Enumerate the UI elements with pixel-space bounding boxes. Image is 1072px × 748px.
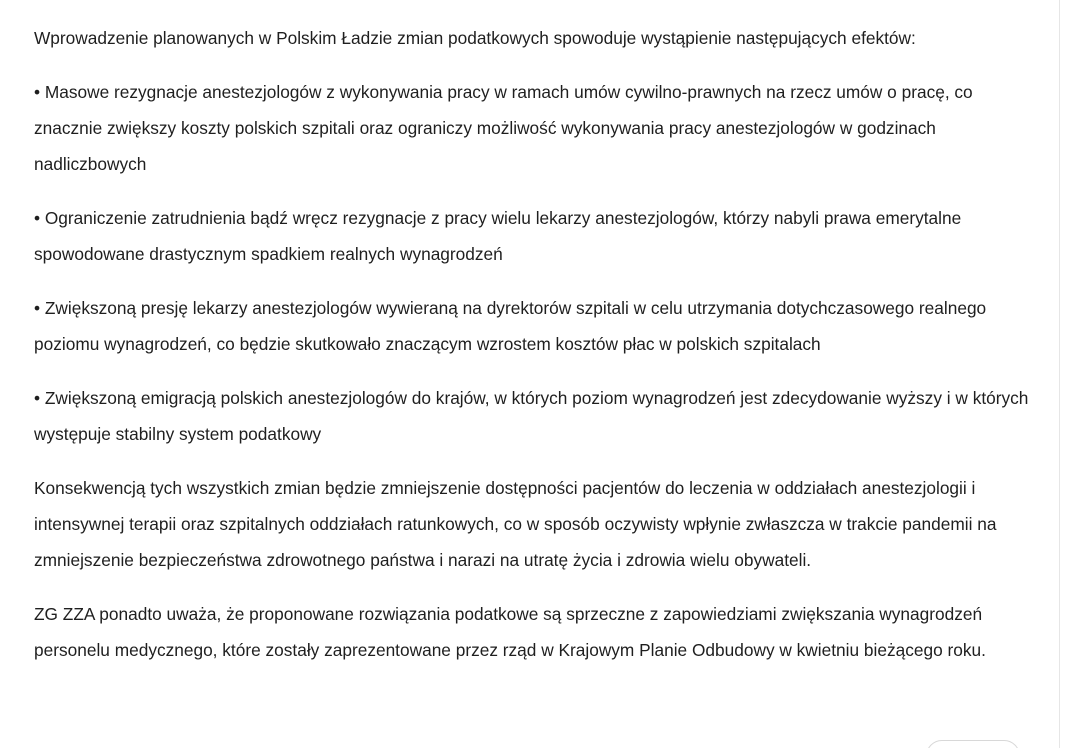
bullet-item-1: • Masowe rezygnacje anestezjologów z wykonywania pracy w ramach umów cywilno-prawnych na rzecz umów o pracę, co znacznie zwiększy koszty polskich szpitali oraz ograniczy możliwość wykonywania pracy anestezjologów w godzinach nadliczbowych: [34, 82, 973, 174]
partial-button[interactable]: [926, 740, 1020, 748]
bullet-item-2: • Ograniczenie zatrudnienia bądź wręcz rezygnacje z pracy wielu lekarzy anestezjologów, którzy nabyli prawa emerytalne spowodowane drastycznym spadkiem realnych wynagrodzeń: [34, 208, 962, 264]
bullet-item-3: • Zwiększoną presję lekarzy anestezjologów wywieraną na dyrektorów szpitali w celu utrzymania dotychczasowego realnego poziomu wynagrodzeń, co będzie skutkowało znaczącym wzrostem kosztów płac w polskich szpitalach: [34, 298, 987, 354]
article-body: [34, 20, 1034, 686]
closing-paragraph: ZG ZZA ponadto uważa, że proponowane rozwiązania podatkowe są sprzeczne z zapowiedziami zwiększania wynagrodzeń personelu medycznego, które zostały zaprezentowane przez rząd w Krajowym Planie Odbudowy w kwietniu bieżącego roku.: [34, 604, 986, 660]
consequence-paragraph: Konsekwencją tych wszystkich zmian będzie zmniejszenie dostępności pacjentów do leczenia w oddziałach anestezjologii i intensywnej terapii oraz szpitalnych oddziałach ratunkowych, co w sposób oczywisty wpłynie zwłaszcza w trakcie pandemii na zmniejszenie bezpieczeństwa zdrowotnego państwa i narazi na utratę życia i zdrowia wielu obywateli.: [34, 478, 997, 570]
content-divider: [1059, 0, 1060, 748]
intro-paragraph: Wprowadzenie planowanych w Polskim Ładzie zmian podatkowych spowoduje wystąpienie następujących efektów:: [34, 28, 916, 48]
bullet-item-4: • Zwiększoną emigracją polskich anestezjologów do krajów, w których poziom wynagrodzeń jest zdecydowanie wyższy i w których występuje stabilny system podatkowy: [34, 388, 1029, 444]
